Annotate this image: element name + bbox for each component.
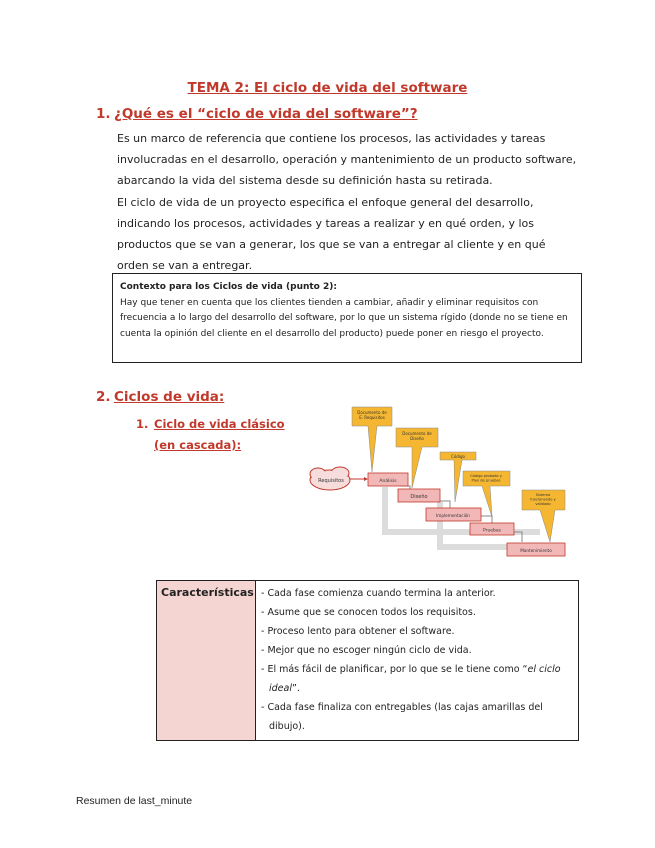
feature-item-suffix: ”. [291, 683, 300, 694]
feature-item: - Asume que se conocen todos los requisitos. [261, 607, 476, 618]
feature-item: - Cada fase comienza cuando termina la anterior. [261, 588, 496, 599]
section2-heading [96, 389, 224, 405]
cloud-arrowhead [364, 477, 368, 481]
phase-label: Diseño [410, 494, 428, 500]
deliverable-label-1: Documento de E. Requisitos [357, 410, 387, 420]
context-box [112, 273, 582, 363]
section1-heading [96, 106, 418, 122]
waterfall-diagram [300, 402, 576, 574]
deliverable-label-5: Sistema funcionando y validado [530, 493, 556, 506]
context-box-title: Contexto para los Ciclos de vida (punto 2): [120, 282, 337, 292]
section1-body [117, 128, 579, 276]
subsection-title: Ciclo de vida clásico (en cascada): [154, 417, 285, 452]
section2-title: Ciclos de vida: [114, 389, 225, 405]
features-table [156, 580, 579, 741]
deliverable-label-4: Código probado y Plan de pruebas [470, 474, 502, 483]
document-title: TEMA 2: El ciclo de vida del software [187, 80, 468, 96]
features-row [157, 581, 579, 741]
phase-label: Mantenimiento [520, 548, 552, 553]
feature-item [260, 660, 572, 698]
phase-label: Análisis [379, 479, 397, 484]
section1-title: ¿Qué es el “ciclo de vida del software”? [114, 106, 418, 122]
feature-item-prefix: - El más fácil de planificar, por lo que se le tiene como “ [261, 664, 528, 675]
definition-paragraph: Es un marco de referencia que contiene los procesos, las actividades y tareas involucradas en el desarrollo, operación y mantenimiento de un producto software, abarcando la vida del sistema desde su definición hasta su retirada. [117, 132, 577, 188]
phase-label: Implementación [436, 513, 470, 518]
feature-item: - Cada fase finaliza con entregables (las cajas amarillas del dibujo). [261, 702, 543, 732]
phase-label: Pruebas [482, 528, 502, 534]
deliverable-label-2: Documento de Diseño [402, 431, 432, 441]
lifecycle-paragraph: El ciclo de vida de un proyecto especifica el enfoque general del desarrollo, indicando los procesos, actividades y tareas a realizar y en qué orden, y los productos que se van a generar, los que se van a entregar al cliente y en qué orden se van a entregar. [117, 195, 546, 273]
feature-item: - Proceso lento para obtener el software. [261, 626, 455, 637]
features-list [256, 581, 579, 741]
section2-number: 2. [96, 389, 111, 405]
features-label: Características [157, 581, 256, 741]
page-footer: Resumen de last_minute [76, 795, 193, 807]
requirements-cloud [310, 467, 350, 490]
deliverable-label-3: Código [451, 454, 465, 459]
subsection-number: 1. [136, 417, 149, 431]
feature-item: - Mejor que no escoger ningún ciclo de vida. [261, 645, 472, 656]
section1-number: 1. [96, 106, 111, 122]
context-box-text: Hay que tener en cuenta que los clientes tienden a cambiar, añadir y eliminar requisitos con frecuencia a lo largo del desarrollo del software, por lo que un sistema rígido (donde no se tiene en cuenta la opinión del cliente en el desarrollo del producto) puede poner en riesgo el proyecto. [120, 297, 568, 339]
requirements-label: Requisitos [318, 478, 344, 484]
feature-item-italic: el ciclo ideal [269, 664, 561, 694]
